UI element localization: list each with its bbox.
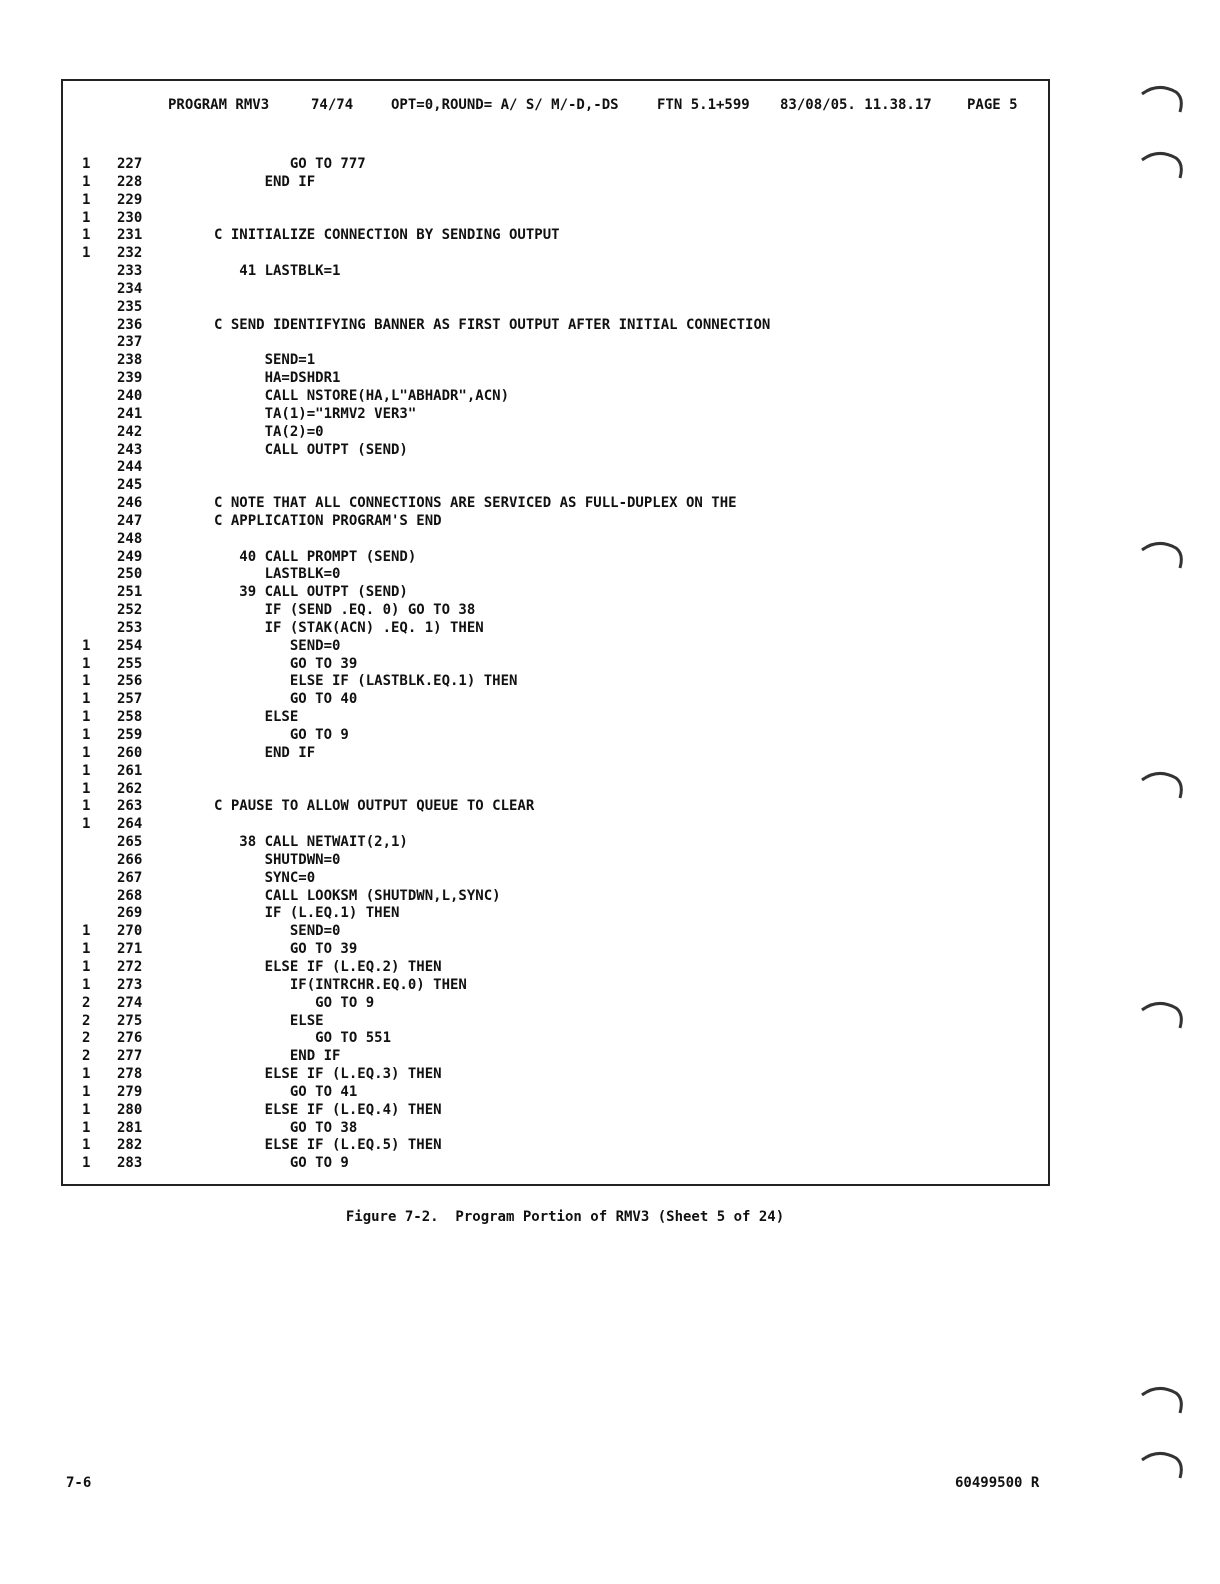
- binder-hole-icon: [1140, 84, 1184, 114]
- source-code: IF (L.EQ.1) THEN: [214, 905, 400, 922]
- line-number: 233: [117, 263, 143, 280]
- source-code: TA(1)="1RMV2 VER3": [214, 405, 417, 422]
- source-code: 39 CALL OUTPT (SEND): [214, 584, 408, 601]
- source-code: GO TO 39: [214, 655, 358, 672]
- code-line: [0, 227, 1050, 245]
- source-code: 40 CALL PROMPT (SEND): [214, 548, 417, 565]
- code-line: [0, 370, 1050, 388]
- line-number: 244: [117, 459, 143, 476]
- source-code: GO TO 551: [214, 1030, 392, 1047]
- line-number: 264: [117, 816, 143, 833]
- nesting-level: 1: [82, 1083, 91, 1100]
- line-number: 239: [117, 370, 143, 387]
- line-number: 254: [117, 637, 143, 654]
- line-number: 263: [117, 798, 143, 815]
- source-code: CALL NSTORE(HA,L"ABHADR",ACN): [214, 387, 510, 404]
- source-code: END IF: [214, 1048, 341, 1065]
- line-number: 230: [117, 209, 143, 226]
- header-compiler: FTN 5.1+599: [657, 97, 750, 113]
- code-line: [0, 459, 1050, 477]
- code-line: [0, 1066, 1050, 1084]
- code-line: [0, 620, 1050, 638]
- line-number: 249: [117, 548, 143, 565]
- line-number: 276: [117, 1030, 143, 1047]
- source-code: END IF: [214, 744, 316, 761]
- source-code: C INITIALIZE CONNECTION BY SENDING OUTPUT: [214, 227, 560, 244]
- code-line: [0, 513, 1050, 531]
- source-code: ELSE IF (L.EQ.4) THEN: [214, 1101, 442, 1118]
- nesting-level: 1: [82, 245, 91, 262]
- line-number: 232: [117, 245, 143, 262]
- line-number: 242: [117, 423, 143, 440]
- code-line: [0, 691, 1050, 709]
- code-line: [0, 174, 1050, 192]
- nesting-level: 1: [82, 941, 91, 958]
- code-line: [0, 442, 1050, 460]
- code-line: [0, 763, 1050, 781]
- line-number: 245: [117, 477, 143, 494]
- nesting-level: 1: [82, 1137, 91, 1154]
- nesting-level: 1: [82, 691, 91, 708]
- line-number: 261: [117, 762, 143, 779]
- nesting-level: 1: [82, 1101, 91, 1118]
- page-number: 7-6: [66, 1475, 92, 1491]
- code-line: [0, 531, 1050, 549]
- line-number: 280: [117, 1101, 143, 1118]
- nesting-level: 2: [82, 1030, 91, 1047]
- line-number: 272: [117, 958, 143, 975]
- line-number: 266: [117, 851, 143, 868]
- nesting-level: 1: [82, 744, 91, 761]
- line-number: 270: [117, 923, 143, 940]
- nesting-level: 1: [82, 673, 91, 690]
- line-number: 237: [117, 334, 143, 351]
- code-line: [0, 1013, 1050, 1031]
- source-code: GO TO 40: [214, 691, 358, 708]
- line-number: 251: [117, 584, 143, 601]
- source-code: ELSE IF (L.EQ.2) THEN: [214, 958, 442, 975]
- code-line: [0, 923, 1050, 941]
- figure-caption: Figure 7-2. Program Portion of RMV3 (Sheet 5 of 24): [345, 1209, 785, 1225]
- line-number: 268: [117, 887, 143, 904]
- line-number: 243: [117, 441, 143, 458]
- source-code: GO TO 9: [214, 1155, 349, 1172]
- code-line: [0, 566, 1050, 584]
- line-number: 262: [117, 780, 143, 797]
- nesting-level: 1: [82, 173, 91, 190]
- source-code: C PAUSE TO ALLOW OUTPUT QUEUE TO CLEAR: [214, 798, 535, 815]
- source-code: IF(INTRCHR.EQ.0) THEN: [214, 976, 467, 993]
- line-number: 281: [117, 1119, 143, 1136]
- nesting-level: 2: [82, 1012, 91, 1029]
- binder-hole-icon: [1140, 1000, 1184, 1030]
- nesting-level: 1: [82, 209, 91, 226]
- line-number: 229: [117, 191, 143, 208]
- line-number: 257: [117, 691, 143, 708]
- nesting-level: 1: [82, 780, 91, 797]
- line-number: 278: [117, 1066, 143, 1083]
- code-line: [0, 1084, 1050, 1102]
- nesting-level: 1: [82, 1066, 91, 1083]
- code-line: [0, 852, 1050, 870]
- nesting-level: 1: [82, 227, 91, 244]
- line-number: 241: [117, 405, 143, 422]
- nesting-level: 1: [82, 958, 91, 975]
- nesting-level: 1: [82, 923, 91, 940]
- code-line: [0, 192, 1050, 210]
- source-code: GO TO 39: [214, 941, 358, 958]
- code-line: [0, 334, 1050, 352]
- code-line: [0, 656, 1050, 674]
- header-program: PROGRAM RMV3: [168, 97, 270, 113]
- code-line: [0, 709, 1050, 727]
- code-line: [0, 1048, 1050, 1066]
- nesting-level: 1: [82, 727, 91, 743]
- line-number: 252: [117, 602, 143, 619]
- line-number: 228: [117, 173, 143, 190]
- code-line: [0, 727, 1050, 745]
- code-line: [0, 495, 1050, 513]
- binder-hole-icon: [1140, 1450, 1184, 1480]
- source-code: IF (STAK(ACN) .EQ. 1) THEN: [214, 619, 484, 636]
- source-code: LASTBLK=0: [214, 566, 341, 583]
- source-code: CALL LOOKSM (SHUTDWN,L,SYNC): [214, 887, 501, 904]
- line-number: 255: [117, 655, 143, 672]
- code-line: [0, 941, 1050, 959]
- line-number: 231: [117, 227, 143, 244]
- source-code: SEND=0: [214, 637, 341, 654]
- code-line: [0, 602, 1050, 620]
- code-line: [0, 299, 1050, 317]
- source-code: GO TO 41: [214, 1083, 358, 1100]
- document-number: 60499500 R: [955, 1475, 1040, 1491]
- nesting-level: 1: [82, 191, 91, 208]
- code-line: [0, 816, 1050, 834]
- source-code: C NOTE THAT ALL CONNECTIONS ARE SERVICED AS FULL-DUPLEX ON THE: [214, 495, 737, 512]
- header-options: OPT=0,ROUND= A/ S/ M/-D,-DS: [391, 97, 619, 113]
- code-line: [0, 905, 1050, 923]
- source-code: SHUTDWN=0: [214, 851, 341, 868]
- binder-hole-icon: [1140, 150, 1184, 180]
- source-code: ELSE IF (L.EQ.5) THEN: [214, 1137, 442, 1154]
- nesting-level: 1: [82, 1155, 91, 1172]
- line-number: 250: [117, 566, 143, 583]
- line-number: 282: [117, 1137, 143, 1154]
- nesting-level: 1: [82, 816, 91, 833]
- source-code: END IF: [214, 173, 316, 190]
- code-line: [0, 1155, 1050, 1173]
- code-line: [0, 281, 1050, 299]
- line-number: 277: [117, 1048, 143, 1065]
- nesting-level: 1: [82, 798, 91, 815]
- code-line: [0, 1102, 1050, 1120]
- nesting-level: 1: [82, 762, 91, 779]
- code-line: [0, 477, 1050, 495]
- code-line: [0, 406, 1050, 424]
- nesting-level: 2: [82, 1048, 91, 1065]
- code-line: [0, 959, 1050, 977]
- nesting-level: 1: [82, 709, 91, 726]
- code-line: [0, 263, 1050, 281]
- code-line: [0, 352, 1050, 370]
- line-number: 256: [117, 673, 143, 690]
- line-number: 260: [117, 744, 143, 761]
- listing-header: [0, 97, 1018, 119]
- line-number: 271: [117, 941, 143, 958]
- source-code: 38 CALL NETWAIT(2,1): [214, 834, 408, 851]
- binder-hole-icon: [1140, 1385, 1184, 1415]
- code-line: [0, 638, 1050, 656]
- code-line: [0, 798, 1050, 816]
- line-number: 269: [117, 905, 143, 922]
- line-number: 238: [117, 352, 143, 369]
- source-code: ELSE: [214, 1012, 324, 1029]
- line-number: 235: [117, 298, 143, 315]
- code-listing: [0, 156, 1050, 1173]
- code-line: [0, 1120, 1050, 1138]
- line-number: 246: [117, 495, 143, 512]
- header-page: PAGE 5: [967, 97, 1018, 113]
- nesting-level: 2: [82, 994, 91, 1011]
- code-line: [0, 156, 1050, 174]
- source-code: GO TO 777: [214, 156, 366, 172]
- line-number: 258: [117, 709, 143, 726]
- nesting-level: 1: [82, 156, 91, 172]
- source-code: ELSE IF (LASTBLK.EQ.1) THEN: [214, 673, 518, 690]
- header-version: 74/74: [311, 97, 354, 113]
- code-line: [0, 424, 1050, 442]
- line-number: 279: [117, 1083, 143, 1100]
- code-line: [0, 549, 1050, 567]
- line-number: 273: [117, 976, 143, 993]
- nesting-level: 1: [82, 1119, 91, 1136]
- code-line: [0, 245, 1050, 263]
- source-code: ELSE IF (L.EQ.3) THEN: [214, 1066, 442, 1083]
- line-number: 236: [117, 316, 143, 333]
- line-number: 234: [117, 280, 143, 297]
- source-code: HA=DSHDR1: [214, 370, 341, 387]
- line-number: 267: [117, 869, 143, 886]
- source-code: SEND=1: [214, 352, 316, 369]
- code-line: [0, 995, 1050, 1013]
- code-line: [0, 781, 1050, 799]
- line-number: 227: [117, 156, 143, 172]
- header-timestamp: 83/08/05. 11.38.17: [780, 97, 932, 113]
- source-code: CALL OUTPT (SEND): [214, 441, 408, 458]
- line-number: 253: [117, 619, 143, 636]
- source-code: 41 LASTBLK=1: [214, 263, 341, 280]
- code-line: [0, 210, 1050, 228]
- code-line: [0, 977, 1050, 995]
- line-number: 283: [117, 1155, 143, 1172]
- code-line: [0, 870, 1050, 888]
- source-code: SYNC=0: [214, 869, 316, 886]
- code-line: [0, 1137, 1050, 1155]
- code-line: [0, 673, 1050, 691]
- binder-hole-icon: [1140, 540, 1184, 570]
- line-number: 275: [117, 1012, 143, 1029]
- nesting-level: 1: [82, 655, 91, 672]
- line-number: 240: [117, 387, 143, 404]
- source-code: TA(2)=0: [214, 423, 324, 440]
- source-code: GO TO 38: [214, 1119, 358, 1136]
- code-line: [0, 1030, 1050, 1048]
- source-code: C APPLICATION PROGRAM'S END: [214, 512, 442, 529]
- line-number: 259: [117, 727, 143, 743]
- nesting-level: 1: [82, 637, 91, 654]
- code-line: [0, 888, 1050, 906]
- source-code: GO TO 9: [214, 727, 349, 743]
- code-line: [0, 388, 1050, 406]
- line-number: 247: [117, 512, 143, 529]
- nesting-level: 1: [82, 976, 91, 993]
- line-number: 248: [117, 530, 143, 547]
- line-number: 265: [117, 834, 143, 851]
- code-line: [0, 834, 1050, 852]
- source-code: ELSE: [214, 709, 299, 726]
- binder-hole-icon: [1140, 770, 1184, 800]
- source-code: IF (SEND .EQ. 0) GO TO 38: [214, 602, 476, 619]
- source-code: GO TO 9: [214, 994, 375, 1011]
- code-line: [0, 745, 1050, 763]
- line-number: 274: [117, 994, 143, 1011]
- source-code: C SEND IDENTIFYING BANNER AS FIRST OUTPUT AFTER INITIAL CONNECTION: [214, 316, 771, 333]
- code-line: [0, 584, 1050, 602]
- source-code: SEND=0: [214, 923, 341, 940]
- code-line: [0, 317, 1050, 335]
